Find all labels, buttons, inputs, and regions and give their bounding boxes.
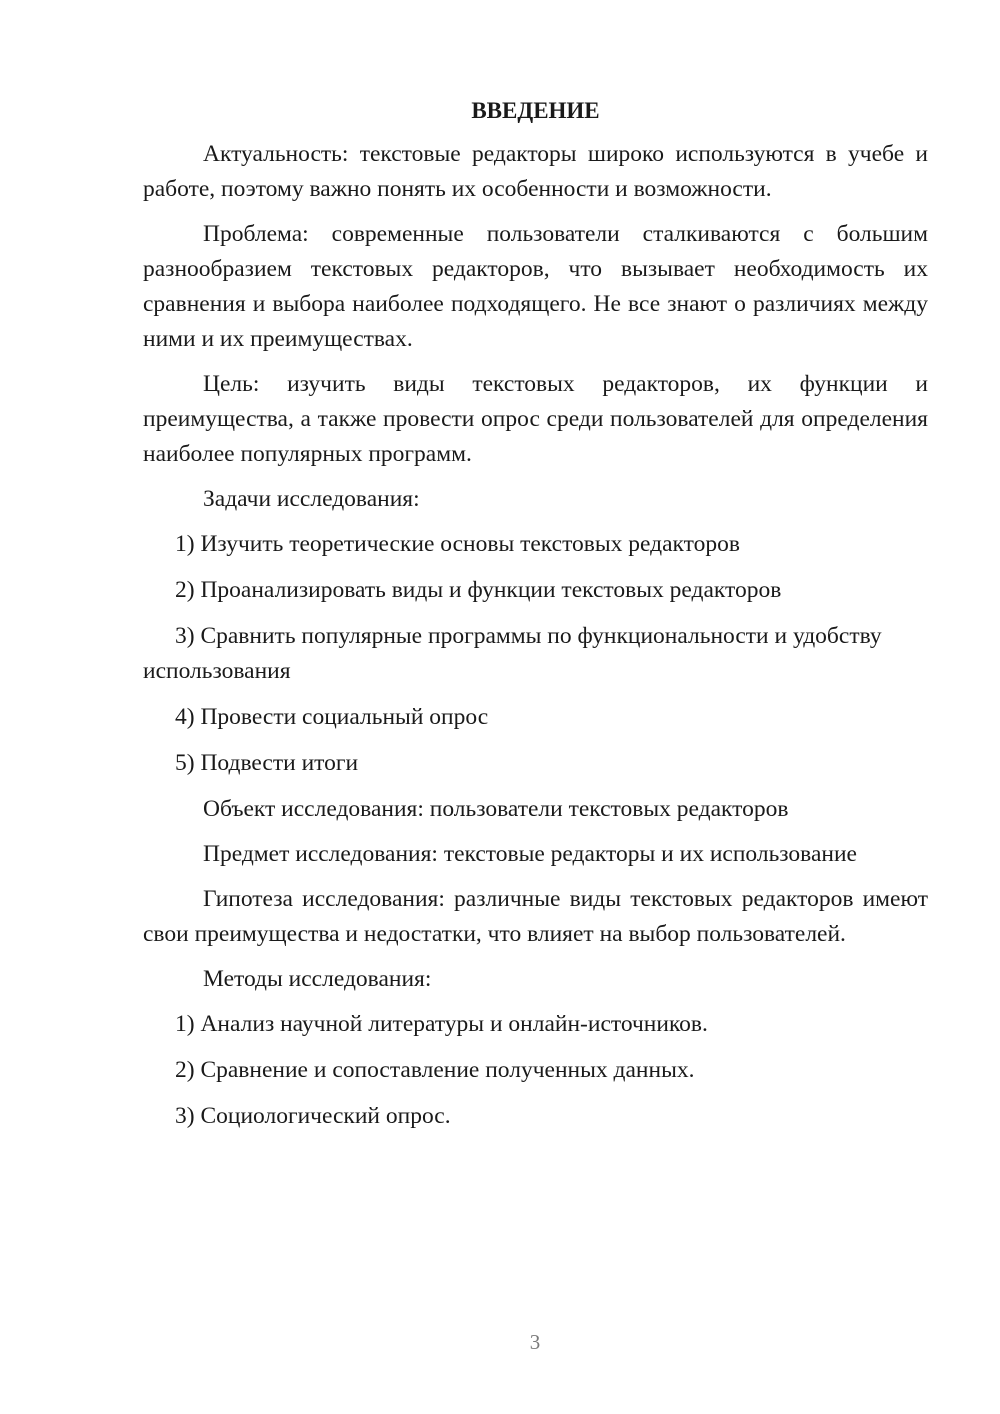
document-body [143, 94, 928, 1145]
problem-paragraph: Проблема: современные пользователи сталкиваются с большим разнообразием текстовых редакторов, что вызывает необходимость их сравнения и выбора наиболее подходящего. Не все знают о различиях между ними и их преимуществах. [143, 221, 928, 352]
tasks-heading: Задачи исследования: [203, 486, 420, 512]
method-item: 2) Сравнение и сопоставление полученных данных. [175, 1057, 695, 1083]
hypothesis-paragraph: Гипотеза исследования: различные виды текстовых редакторов имеют свои преимущества и недостатки, что влияет на выбор пользователей. [143, 886, 928, 947]
subject-line: Предмет исследования: текстовые редакторы и их использование [203, 841, 857, 867]
method-item: 3) Социологический опрос. [175, 1103, 451, 1129]
object-line: Объект исследования: пользователи текстовых редакторов [203, 796, 789, 822]
task-item: 5) Подвести итоги [175, 750, 359, 776]
page-number: 3 [529, 1330, 541, 1354]
goal-paragraph: Цель: изучить виды текстовых редакторов, их функции и преимущества, а также провести опрос среди пользователей для определения наиболее популярных программ. [143, 371, 928, 467]
methods-heading: Методы исследования: [203, 966, 432, 992]
task-item: 4) Провести социальный опрос [175, 704, 489, 730]
task-item: 2) Проанализировать виды и функции текстовых редакторов [175, 577, 782, 603]
method-item: 1) Анализ научной литературы и онлайн-источников. [175, 1011, 708, 1037]
task-item: 3) Сравнить популярные программы по функциональности и удобству использования [143, 623, 882, 684]
relevance-paragraph: Актуальность: текстовые редакторы широко используются в учебе и работе, поэтому важно понять их особенности и возможности. [143, 141, 928, 202]
task-item: 1) Изучить теоретические основы текстовых редакторов [175, 531, 740, 557]
section-title: ВВЕДЕНИЕ [471, 98, 600, 123]
